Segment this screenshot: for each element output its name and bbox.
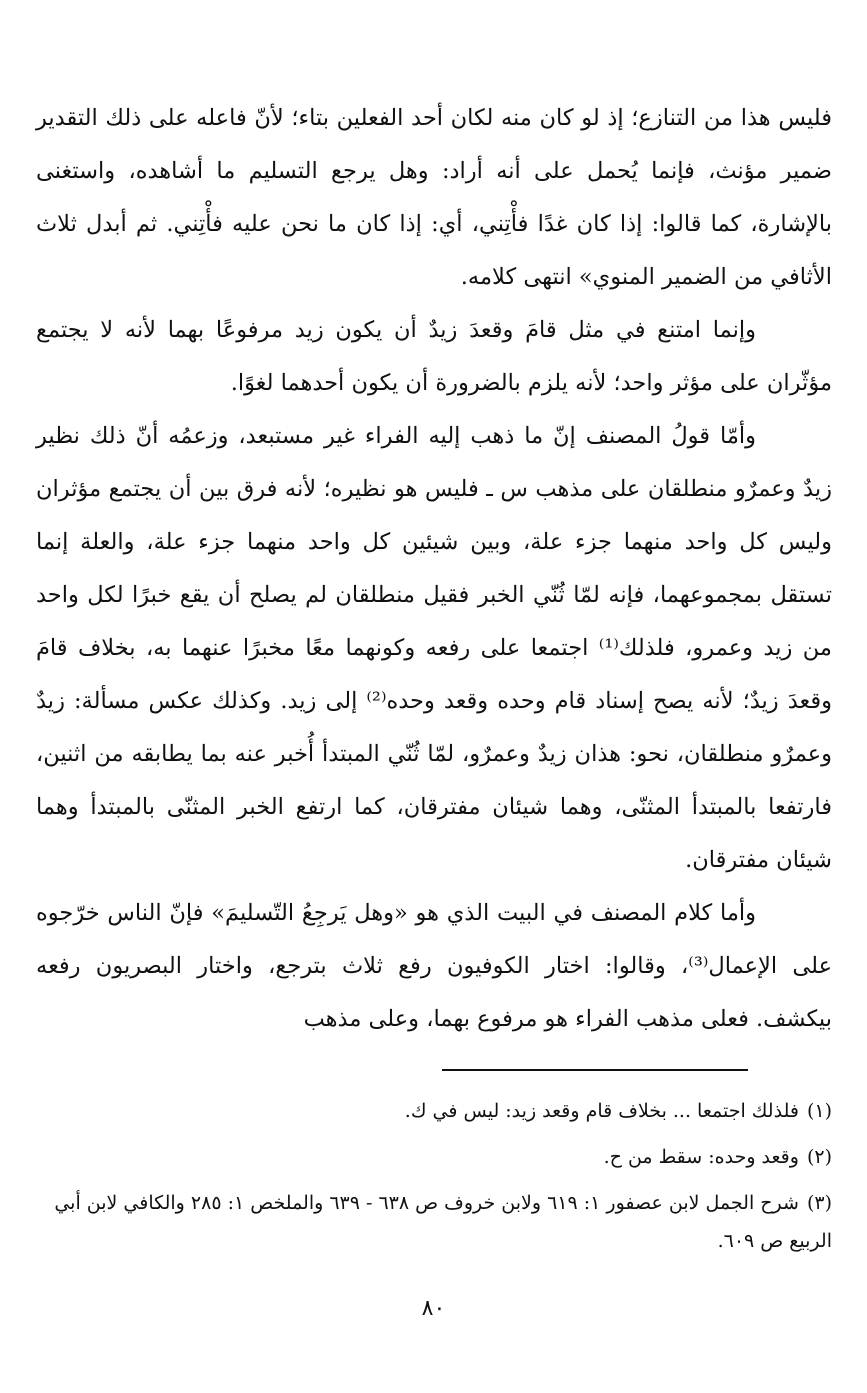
footnote-number: (٢) [806,1146,832,1168]
footnote-3 [36,1184,832,1260]
footnote-number: (٣) [806,1192,832,1214]
footnote-number: (١) [806,1100,832,1122]
footnote-text: وقعد وحده: سقط من ح. [603,1146,799,1168]
footnote-1 [36,1092,832,1130]
footnote-text: شرح الجمل لابن عصفور ١: ٦١٩ ولابن خروف ص ٦٣٨ - ٦٣٩ والملخص ١: ٢٨٥ والكافي لابن أبي الربيع ص ٦٠٩. [54,1192,832,1252]
page-number: ٨٠ [421,1296,446,1321]
paragraph-4: وأما كلام المصنف في البيت الذي هو «وهل يَرجِعُ التّسليمَ» فإنّ الناس خرّجوه على الإعمال⁽³⁾، وقالوا: اختار الكوفيون رفع ثلاث بترجع، واختار البصريون رفعه بيكشف. فعلى مذهب الفراء هو مرفوع بهما، وعلى مذهب [36,900,832,1032]
main-text [36,92,832,1046]
paragraph-1: فليس هذا من التنازع؛ إذ لو كان منه لكان أحد الفعلين بتاء؛ لأنّ فاعله على ذلك التقدير ضمير مؤنث، فإنما يُحمل على أنه أراد: وهل يرجع التسليم ما أشاهده، واستغنى بالإشارة، كما قالوا: إذا كان غدًا فأْتِني، أي: إذا كان ما نحن عليه فأْتِني. ثم أبدل ثلاث الأثافي من الضمير المنوي» انتهى كلامه. [36,105,832,290]
paragraph-3: وأمّا قولُ المصنف إنّ ما ذهب إليه الفراء غير مستبعد، وزعمُه أنّ ذلك نظير زيدٌ وعمرٌو منطلقان على مذهب س ـ فليس هو نظيره؛ لأنه فرق بين أن يجتمع مؤثران وليس كل واحد منهما جزء علة، وبين شيئين كل واحد منهما جزء علة، والعلة إنما تستقل بمجموعهما، فإنه لمّا ثُنّي الخبر فقيل منطلقان لم يصلح أن يقع خبرًا لكل واحد من زيد وعمرو، فلذلك⁽¹⁾ اجتمعا على رفعه وكونهما معًا مخبرًا عنهما به، بخلاف قامَ وقعدَ زيدٌ؛ لأنه يصح إسناد قام وحده وقعد وحده⁽²⁾ إلى زيد. وكذلك عكس مسألة: زيدٌ وعمرٌو منطلقان، نحو: هذان زيدٌ وعمرٌو، لمّا ثُنّي المبتدأ أُخبر عنه بما يطابقه من اثنين، فارتفعا بالمبتدأ المثنّى، وهما شيئان مفترقان، كما ارتفع الخبر المثنّى بالمبتدأ وهما شيئان مفترقان. [36,423,832,873]
footnote-text: فلذلك اجتمعا ... بخلاف قام وقعد زيد: ليس في ك. [404,1100,799,1122]
footnotes [36,1092,832,1268]
footnote-separator [442,1069,748,1071]
footnote-2 [36,1138,832,1176]
paragraph-2: وإنما امتنع في مثل قامَ وقعدَ زيدٌ أن يكون زيد مرفوعًا بهما لأنه لا يجتمع مؤثّران على مؤثر واحد؛ لأنه يلزم بالضرورة أن يكون أحدهما لغوًا. [36,317,832,396]
